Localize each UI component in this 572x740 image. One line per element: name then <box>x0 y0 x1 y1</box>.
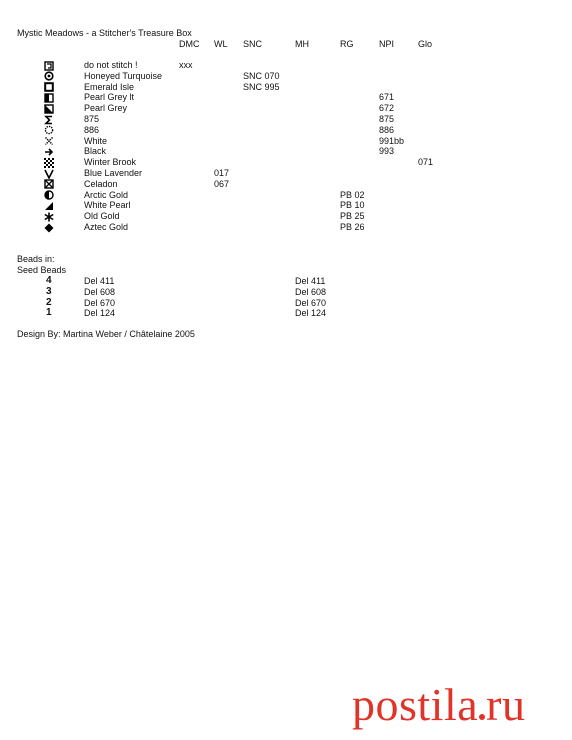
thread-name: Blue Lavender <box>84 168 143 178</box>
thread-name: White Pearl <box>84 200 131 211</box>
beads-type: Seed Beads <box>17 265 67 275</box>
bead-symbol: 3 <box>46 285 52 297</box>
v-shape-icon <box>44 169 54 179</box>
asterisk-icon <box>44 212 54 222</box>
thread-code-npi: 672 <box>379 103 395 114</box>
thread-name: do not stitch ! <box>84 60 138 70</box>
thread-code-npi: 993 <box>379 146 395 157</box>
thread-code-rg: PB 25 <box>340 211 365 222</box>
bead-name: Del 608 <box>84 286 116 297</box>
bead-symbol: 4 <box>46 275 52 286</box>
thread-name: 886 <box>84 124 100 135</box>
bead-code-mh: Del 608 <box>295 286 327 297</box>
thread-code-rg: PB 10 <box>340 200 365 211</box>
triangle-box-icon <box>44 104 54 114</box>
column-header-snc: SNC <box>243 39 263 49</box>
thread-name: Black <box>84 146 107 157</box>
bead-code-mh: Del 670 <box>295 297 327 308</box>
column-header-mh: MH <box>295 39 309 49</box>
sigma-icon <box>44 115 54 125</box>
bead-code-mh: Del 411 <box>295 276 326 286</box>
thread-code-dmc: xxx <box>179 60 193 70</box>
half-square-icon <box>44 93 54 103</box>
thread-code-rg: PB 02 <box>340 189 365 200</box>
thread-code-wl: 017 <box>214 168 230 178</box>
dotted-x-icon <box>44 136 54 146</box>
diamond-icon <box>44 223 54 233</box>
thread-code-npi: 875 <box>379 114 395 124</box>
bead-name: Del 670 <box>84 297 116 308</box>
thread-name: Arctic Gold <box>84 189 129 200</box>
watermark <box>352 679 526 730</box>
thread-name: Celadon <box>84 178 118 189</box>
thread-code-glo: 071 <box>418 157 434 168</box>
thread-name: Emerald Isle <box>84 81 135 92</box>
thread-code-wl: 067 <box>214 178 230 189</box>
thread-name: Pearl Grey lt <box>84 92 135 103</box>
column-header-npi: NPI <box>379 39 395 49</box>
hook-box-icon <box>44 61 54 71</box>
bead-name: Del 124 <box>84 308 116 319</box>
watermark-text-before: postila <box>352 679 479 730</box>
thread-name: 875 <box>84 114 100 124</box>
half-circle-icon <box>44 190 54 200</box>
square-outline-icon <box>44 82 54 92</box>
beads-heading: Beads in: <box>17 254 55 264</box>
thread-name: Pearl Grey <box>84 103 128 114</box>
thread-name: Old Gold <box>84 211 120 222</box>
arrow-right-icon <box>44 147 54 157</box>
thread-code-npi: 886 <box>379 124 395 135</box>
column-header-rg: RG <box>340 39 354 49</box>
thread-name: Honeyed Turquoise <box>84 70 163 81</box>
thread-name: Winter Brook <box>84 157 137 168</box>
thread-code-snc: SNC 070 <box>243 70 280 81</box>
watermark-dot <box>479 714 485 720</box>
column-header-glo: Glo <box>418 39 433 49</box>
column-header-wl: WL <box>214 39 228 49</box>
thread-code-snc: SNC 995 <box>243 81 280 92</box>
design-credit: Design By: Martina Weber / Châtelaine 2005 <box>17 329 195 339</box>
ring-dot-icon <box>44 71 54 81</box>
watermark-text-after: ru <box>486 679 526 730</box>
page-title: Mystic Meadows - a Stitcher's Treasure Box <box>17 28 192 38</box>
bead-symbol: 1 <box>46 307 52 319</box>
thread-code-npi: 671 <box>379 92 395 103</box>
thread-name: Aztec Gold <box>84 222 129 232</box>
bowtie-box-icon <box>44 179 54 189</box>
dotted-circle-icon <box>44 125 54 135</box>
wedge-icon <box>44 201 54 211</box>
bead-symbol: 2 <box>46 296 52 308</box>
bead-code-mh: Del 124 <box>295 308 327 319</box>
thread-code-npi: 991bb <box>379 135 405 146</box>
thread-code-rg: PB 26 <box>340 222 365 232</box>
column-header-dmc: DMC <box>179 39 200 49</box>
bead-name: Del 411 <box>84 276 115 286</box>
thread-name: White <box>84 135 108 146</box>
checker-icon <box>44 158 54 168</box>
